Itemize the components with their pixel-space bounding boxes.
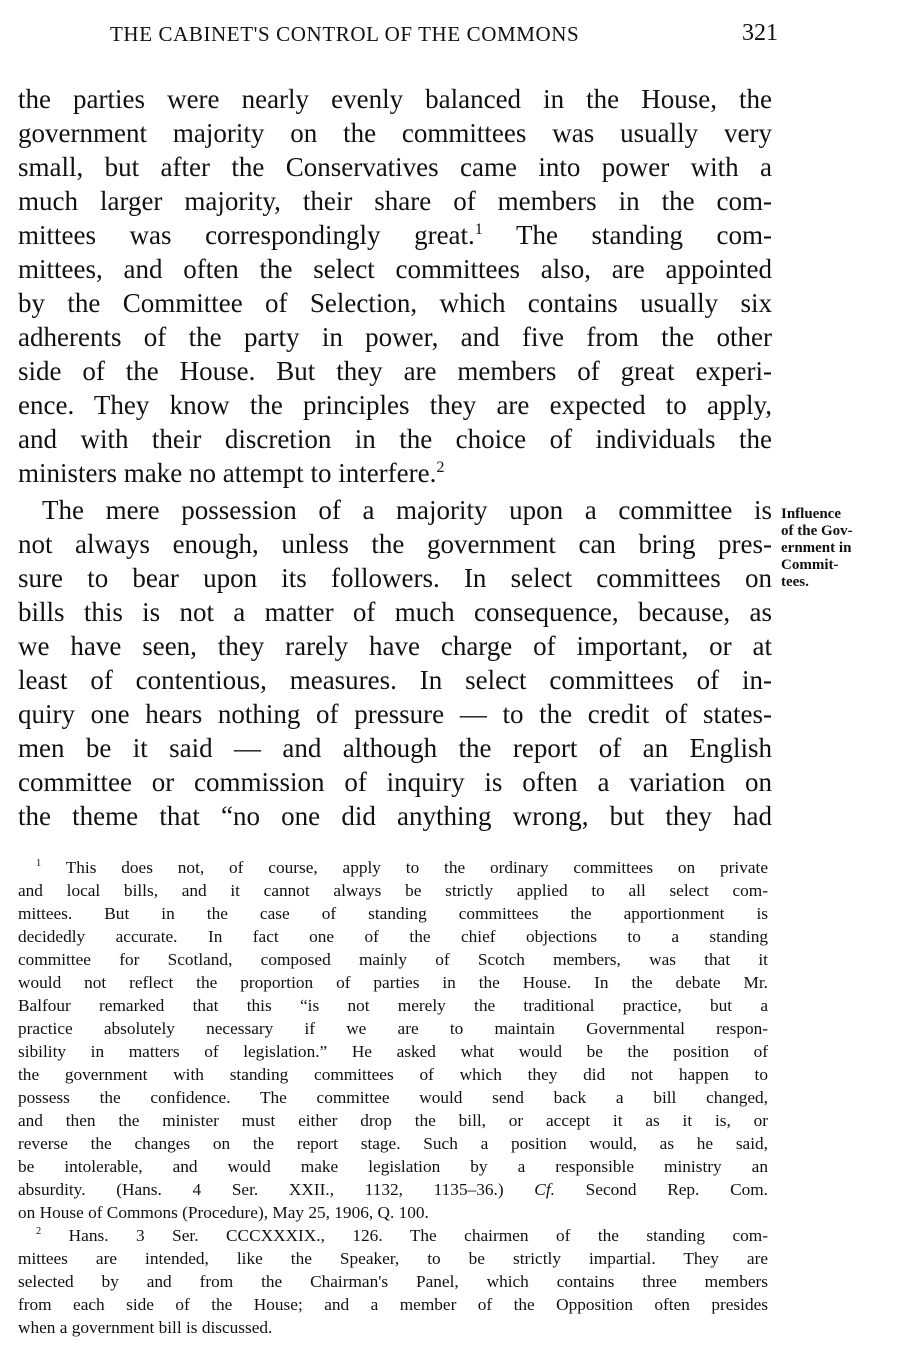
text-line: the parties were nearly evenly balanced in the House, the	[18, 84, 772, 114]
text-line: bills this is not a matter of much consequence, because, as	[18, 597, 772, 627]
running-title: THE CABINET'S CONTROL OF THE COMMONS	[110, 22, 580, 46]
text-line: ministers make no attempt to interfere.$^2$	[18, 458, 445, 488]
text-line: small, but after the Conservatives came into power with a	[18, 152, 772, 182]
footnote-line: and then the minister must either drop the bill, or accept it as it is, or	[18, 1111, 768, 1130]
footnote-line: Balfour remarked that this “is not merely the traditional practice, but a	[18, 996, 768, 1015]
text-line: mittees, and often the select committees also, are appointed	[18, 254, 772, 284]
footnote-marker: 2	[436, 458, 445, 476]
footnote-line: the government with standing committees of which they did not happen to	[18, 1065, 768, 1084]
text-line: mittees was correspondingly great.$^1$ The standing com-	[18, 220, 772, 250]
footnote-line: possess the confidence. The committee would send back a bill changed,	[18, 1088, 768, 1107]
footnote-line: committee for Scotland, composed mainly of Scotch members, was that it	[18, 950, 768, 969]
text-line: much larger majority, their share of members in the com-	[18, 186, 772, 216]
text-line: The mere possession of a majority upon a committee is	[42, 495, 772, 525]
footnote-line: when a government bill is discussed.	[18, 1318, 273, 1337]
footnote-line: sibility in matters of legislation.” He asked what would be the position of	[18, 1042, 768, 1061]
text-line: ence. They know the principles they are expected to apply,	[18, 390, 772, 420]
text-line: men be it said — and although the report of an English	[18, 733, 772, 763]
text-line: by the Committee of Selection, which contains usually six	[18, 288, 772, 318]
text-line: sure to bear upon its followers. In select committees on	[18, 563, 772, 593]
footnote-line: selected by and from the Chairman's Panel, which contains three members	[18, 1272, 768, 1291]
text-line: and with their discretion in the choice of individuals the	[18, 424, 772, 454]
page-header	[18, 20, 778, 52]
margin-note-line: tees.	[781, 574, 809, 590]
footnote-line: decidedly accurate. In fact one of the chief objections to a standing	[18, 927, 768, 946]
footnote-2	[18, 1224, 768, 1339]
footnote-line: $^1$ This does not, of course, apply to the ordinary committees on private	[36, 858, 768, 877]
text-line: committee or commission of inquiry is often a variation on	[18, 767, 772, 797]
footnotes	[18, 856, 768, 1339]
footnote-line: would not reflect the proportion of parties in the House. In the debate Mr.	[18, 973, 768, 992]
page-number: 321	[742, 20, 778, 46]
footnote-line: on House of Commons (Procedure), May 25, 1906, Q. 100.	[18, 1203, 429, 1222]
citation-text: absurdity. (Hans. 4 Ser. XXII., 1132, 1135–36.)	[18, 1180, 504, 1199]
text-line: adherents of the party in power, and five from the other	[18, 322, 772, 352]
footnote-line: practice absolutely necessary if we are to maintain Governmental respon-	[18, 1019, 768, 1038]
text-line: quiry one hears nothing of pressure — to the credit of states-	[18, 699, 772, 729]
text-line: not always enough, unless the government can bring pres-	[18, 529, 772, 559]
footnote-marker: 1	[474, 220, 483, 238]
footnote-line: reverse the changes on the report stage. Such a position would, as he said,	[18, 1134, 768, 1153]
paragraph-1	[18, 82, 772, 490]
footnote-line: and local bills, and it cannot always be strictly applied to all select com-	[18, 881, 768, 900]
footnote-line: be intolerable, and would make legislation by a responsible ministry an	[18, 1157, 768, 1176]
footnote-marker: 2	[36, 1226, 42, 1238]
cf-abbreviation: Cf.	[534, 1180, 555, 1199]
footnote-1	[18, 856, 768, 1224]
footnote-line: mittees are intended, like the Speaker, to be strictly impartial. They are	[18, 1249, 768, 1268]
text-line: least of contentious, measures. In select committees of in-	[18, 665, 772, 695]
citation-text: Second Rep. Com.	[585, 1180, 769, 1199]
text-line: the theme that “no one did anything wrong, but they had	[18, 801, 772, 831]
footnote-line	[18, 1178, 768, 1201]
footnote-line: $^2$ Hans. 3 Ser. CCCXXXIX., 126. The chairmen of the standing com-	[36, 1226, 768, 1245]
margin-note-line: ernment in	[781, 540, 852, 556]
margin-note-line: of the Gov-	[781, 523, 853, 539]
margin-note-line: Commit-	[781, 557, 839, 573]
footnote-line: from each side of the House; and a member of the Opposition often presides	[18, 1295, 768, 1314]
text-line: we have seen, they rarely have charge of important, or at	[18, 631, 772, 661]
paragraph-2	[18, 493, 772, 833]
footnote-line: mittees. But in the case of standing committees the apportionment is	[18, 904, 768, 923]
text-line: side of the House. But they are members of great experi-	[18, 356, 772, 386]
text-line: government majority on the committees was usually very	[18, 118, 772, 148]
margin-note-line: Influence	[781, 506, 841, 522]
footnote-marker: 1	[36, 858, 42, 870]
margin-note	[781, 506, 899, 591]
